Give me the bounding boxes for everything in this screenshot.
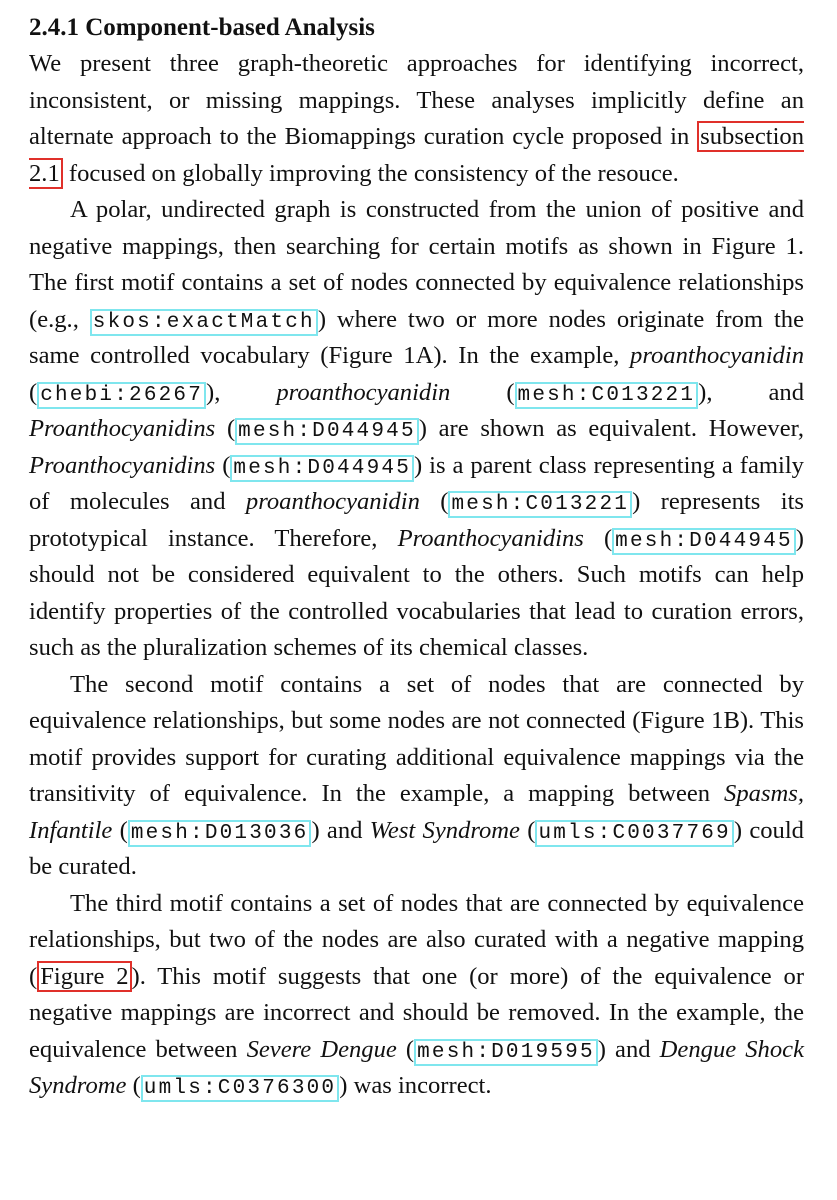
- term-name: proanthocyanidin: [630, 342, 804, 369]
- subsection-link[interactable]: subsection 2.1: [29, 123, 804, 187]
- p3-text: ) could be curated.: [29, 816, 804, 880]
- paragraph-3: [29, 667, 804, 886]
- p2-text: (: [450, 378, 515, 406]
- p2-text: ) should not be considered equivalent to the others. Such motifs can help identify properties of the controlled vocabularies that lead to curation errors, such as the pluralization schemes of its chemical classes.: [29, 524, 804, 661]
- term-name: Proanthocyanidins: [29, 415, 216, 442]
- section-heading: 2.4.1 Component-based Analysis: [29, 14, 375, 41]
- term-name: proanthocyanidin: [276, 378, 451, 406]
- identifier-link[interactable]: mesh:D044945: [235, 418, 419, 445]
- term-name: Dengue Shock Syndrome: [29, 1035, 804, 1099]
- p2-text: (: [215, 451, 231, 479]
- identifier-link[interactable]: chebi:26267: [37, 382, 206, 409]
- p2-text: (: [215, 415, 236, 442]
- p1-text-b: focused on globally improving the consistency of the resouce.: [62, 159, 679, 187]
- identifier-link[interactable]: mesh:C013221: [515, 382, 699, 409]
- identifier-link[interactable]: mesh:D044945: [230, 455, 414, 482]
- identifier-link[interactable]: umls:C0376300: [141, 1075, 339, 1102]
- p1-text-a: We present three graph-theoretic approaches for identifying incorrect, inconsistent, or missing mappings. These analyses implicitly define an alternate approach to the Biomappings curation cycle proposed in: [29, 50, 804, 150]
- p4-text: ) and: [597, 1035, 660, 1063]
- p4-text: ). This motif suggests that one (or more) of the equivalence or negative mappings are incorrect and should be removed. In the example, the equivalence between: [29, 962, 805, 1063]
- p2-text: A polar, undirected graph is constructed from the union of positive and negative mappings, then searching for certain motifs as shown in Figure 1. The first motif contains a set of nodes connected by equivalence relationships (e.g.,: [29, 196, 804, 333]
- p3-text: ) and: [311, 816, 370, 844]
- p2-text: (: [419, 488, 449, 515]
- p2-text: (: [29, 378, 38, 406]
- identifier-link[interactable]: mesh:D013036: [128, 820, 312, 847]
- term-name: Severe Dengue: [246, 1035, 397, 1063]
- p3-text: (: [112, 816, 128, 844]
- identifier-link[interactable]: mesh:D044945: [612, 528, 796, 555]
- p2-text: ) where two or more nodes originate from the same controlled vocabulary (Figure 1A). In the example,: [29, 305, 805, 369]
- p2-text: ) represents its prototypical instance. Therefore,: [29, 488, 805, 552]
- identifier-link[interactable]: mesh:D019595: [414, 1039, 598, 1066]
- term-name: proanthocyanidin: [245, 488, 420, 515]
- term-name: Proanthocyanidins: [29, 451, 216, 479]
- identifier-link[interactable]: umls:C0037769: [535, 820, 733, 847]
- p2-text: (: [583, 524, 613, 552]
- p2-text: ), and: [698, 378, 804, 406]
- term-name: Spasms, Infantile: [29, 780, 804, 844]
- p3-text: The second motif contains a set of nodes that are connected by equivalence relationships, but some nodes are not connected (Figure 1B). This motif provides support for curating additional equivalence mappings via the transitivity of equivalence. In the example, a mapping between: [29, 670, 804, 807]
- paragraph-1: [29, 46, 804, 192]
- term-name: West Syndrome: [369, 816, 520, 844]
- p2-text: ),: [206, 378, 277, 406]
- p2-text: ) is a parent class representing a family of molecules and: [29, 451, 804, 515]
- paragraph-2: [29, 192, 804, 667]
- p2-text: ) are shown as equivalent. However,: [418, 415, 804, 442]
- term-name: Proanthocyanidins: [397, 524, 584, 552]
- paragraph-4: [29, 886, 804, 1105]
- figure-link[interactable]: Figure 2: [37, 961, 131, 992]
- p4-text: The third motif contains a set of nodes that are connected by equivalence relationships, but two of the nodes are also curated with a negative mapping (: [29, 889, 804, 990]
- identifier-link[interactable]: mesh:C013221: [448, 491, 632, 518]
- identifier-link[interactable]: skos:exactMatch: [90, 309, 318, 336]
- p3-text: (: [519, 816, 536, 844]
- p4-text: (: [396, 1035, 415, 1063]
- p4-text: ) was incorrect.: [339, 1072, 492, 1099]
- p4-text: (: [126, 1072, 141, 1099]
